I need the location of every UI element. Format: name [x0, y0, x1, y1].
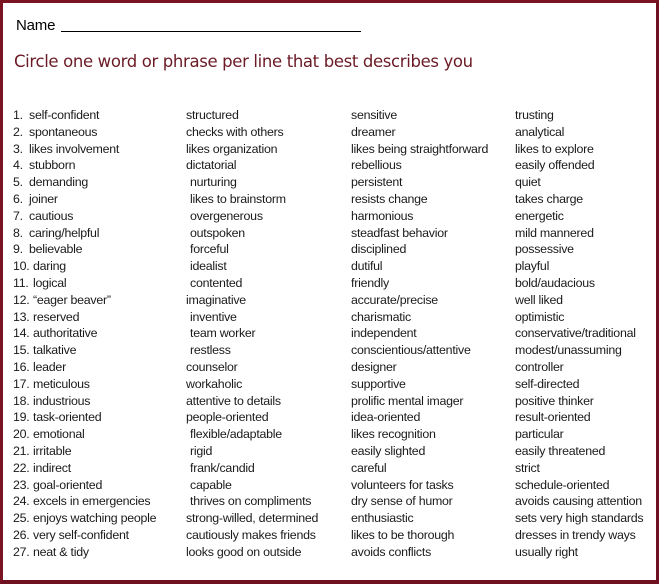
row-number: 18.: [13, 393, 30, 408]
word-option[interactable]: irritable: [33, 443, 72, 458]
table-row: [0, 275, 659, 292]
word-option[interactable]: likes to brainstorm: [190, 191, 286, 206]
row-number: 8.: [13, 225, 23, 240]
word-option[interactable]: likes involvement: [29, 141, 120, 156]
row-number: 23.: [13, 477, 30, 492]
row-number: 12.: [13, 292, 30, 307]
word-option[interactable]: emotional: [33, 427, 85, 442]
row-item-column-1: [13, 191, 58, 208]
row-number: 17.: [13, 376, 30, 391]
word-option[interactable]: sets very high standards: [515, 511, 644, 526]
word-option[interactable]: strict: [515, 460, 540, 475]
table-row: [0, 309, 659, 326]
instruction-heading: Circle one word or phrase per line that best describes you: [14, 52, 473, 71]
word-option[interactable]: designer: [351, 359, 397, 374]
word-option[interactable]: spontaneous: [29, 124, 98, 139]
row-item-column-1: [13, 225, 99, 242]
word-option[interactable]: easily offended: [515, 158, 595, 173]
word-option[interactable]: optimistic: [515, 309, 565, 324]
word-option[interactable]: counselor: [186, 359, 238, 374]
row-item-column-1: [13, 342, 76, 359]
row-number: 1.: [13, 108, 23, 122]
word-option[interactable]: nurturing: [190, 175, 237, 190]
table-row: [0, 157, 659, 174]
word-option[interactable]: task-oriented: [33, 410, 102, 425]
word-option[interactable]: dictatorial: [186, 158, 237, 173]
row-number: 16.: [13, 359, 30, 374]
row-item-column-1: [13, 527, 129, 544]
word-option[interactable]: well liked: [515, 292, 563, 307]
word-option[interactable]: reserved: [33, 309, 80, 324]
word-option[interactable]: modest/unassuming: [515, 343, 622, 358]
word-option[interactable]: goal-oriented: [33, 477, 103, 492]
table-row: [0, 191, 659, 208]
row-number: 22.: [13, 460, 30, 475]
word-option[interactable]: steadfast behavior: [351, 225, 448, 240]
table-row: [0, 141, 659, 158]
row-item-column-1: [13, 141, 119, 158]
row-number: 9.: [13, 242, 23, 257]
word-choice-table: [0, 107, 659, 561]
word-option[interactable]: thrives on compliments: [190, 494, 312, 509]
word-option[interactable]: talkative: [33, 343, 77, 358]
row-item-column-1: [13, 107, 99, 124]
table-row: [0, 409, 659, 426]
word-option[interactable]: rigid: [190, 443, 213, 458]
word-option[interactable]: self-directed: [515, 376, 580, 391]
table-row: [0, 426, 659, 443]
word-option[interactable]: dutiful: [351, 259, 383, 274]
word-option[interactable]: quiet: [515, 175, 541, 190]
table-row: [0, 292, 659, 309]
word-option[interactable]: outspoken: [190, 225, 245, 240]
table-row: [0, 376, 659, 393]
table-row: [0, 208, 659, 225]
table-row: [0, 477, 659, 494]
word-option[interactable]: rebellious: [351, 158, 402, 173]
word-option[interactable]: stubborn: [29, 158, 76, 173]
row-number: 15.: [13, 343, 30, 358]
row-item-column-1: [13, 460, 71, 477]
word-option[interactable]: easily threatened: [515, 443, 606, 458]
word-option[interactable]: independent: [351, 326, 417, 341]
word-option[interactable]: trusting: [515, 108, 554, 122]
word-option[interactable]: capable: [190, 477, 232, 492]
row-number: 13.: [13, 309, 30, 324]
row-number: 3.: [13, 141, 23, 156]
word-option[interactable]: checks with others: [186, 124, 284, 139]
row-number: 25.: [13, 511, 30, 526]
row-number: 11.: [13, 275, 29, 290]
word-option[interactable]: daring: [33, 259, 66, 274]
row-item-column-1: [13, 208, 73, 225]
row-item-column-1: [13, 241, 82, 258]
word-option[interactable]: mild mannered: [515, 225, 594, 240]
table-row: [0, 544, 659, 561]
row-item-column-1: [13, 493, 150, 510]
row-item-column-1: [13, 359, 66, 376]
row-number: 27.: [13, 544, 30, 559]
row-number: 10.: [13, 259, 30, 274]
word-option[interactable]: schedule-oriented: [515, 477, 610, 492]
word-option[interactable]: contented: [190, 275, 243, 290]
row-number: 4.: [13, 158, 23, 173]
table-row: [0, 359, 659, 376]
row-item-column-1: [13, 325, 97, 342]
word-option[interactable]: joiner: [29, 191, 58, 206]
word-option[interactable]: dresses in trendy ways: [515, 527, 636, 542]
word-option[interactable]: dry sense of humor: [351, 494, 453, 509]
word-option[interactable]: looks good on outside: [186, 544, 302, 559]
word-option[interactable]: dreamer: [351, 124, 396, 139]
row-item-column-1: [13, 309, 79, 326]
word-option[interactable]: restless: [190, 343, 231, 358]
word-option[interactable]: cautiously makes friends: [186, 527, 316, 542]
name-blank-line[interactable]: [61, 31, 361, 32]
word-option[interactable]: energetic: [515, 208, 564, 223]
table-row: [0, 241, 659, 258]
word-option[interactable]: indirect: [33, 460, 71, 475]
word-option[interactable]: result-oriented: [515, 410, 591, 425]
word-option[interactable]: very self-confident: [33, 527, 129, 542]
word-option[interactable]: authoritative: [33, 326, 98, 341]
name-label: Name: [16, 17, 56, 34]
word-option[interactable]: people-oriented: [186, 410, 269, 425]
word-option[interactable]: idea-oriented: [351, 410, 421, 425]
word-option[interactable]: strong-willed, determined: [186, 511, 319, 526]
row-number: 21.: [13, 443, 30, 458]
row-item-column-1: [13, 544, 89, 561]
word-option[interactable]: conscientious/attentive: [351, 343, 471, 358]
word-option[interactable]: cautious: [29, 208, 74, 223]
word-option[interactable]: likes organization: [186, 141, 278, 156]
word-option[interactable]: believable: [29, 242, 83, 257]
row-item-column-1: [13, 292, 111, 309]
row-number: 5.: [13, 175, 23, 190]
row-item-column-1: [13, 426, 84, 443]
word-option[interactable]: inventive: [190, 309, 237, 324]
word-option[interactable]: likes recognition: [351, 427, 436, 442]
word-option[interactable]: avoids causing attention: [515, 494, 642, 509]
word-option[interactable]: conservative/traditional: [515, 326, 636, 341]
word-option[interactable]: charismatic: [351, 309, 411, 324]
word-option[interactable]: harmonious: [351, 208, 414, 223]
word-option[interactable]: overgenerous: [190, 208, 263, 223]
table-row: [0, 258, 659, 275]
row-number: 19.: [13, 410, 30, 425]
word-option[interactable]: takes charge: [515, 191, 583, 206]
table-row: [0, 493, 659, 510]
word-option[interactable]: leader: [33, 359, 66, 374]
table-row: [0, 225, 659, 242]
word-option[interactable]: easily slighted: [351, 443, 426, 458]
word-option[interactable]: careful: [351, 460, 387, 475]
word-option[interactable]: caring/helpful: [29, 225, 100, 240]
word-option[interactable]: usually right: [515, 544, 578, 559]
row-number: 20.: [13, 427, 30, 442]
word-option[interactable]: controller: [515, 359, 564, 374]
word-option[interactable]: excels in emergencies: [33, 494, 151, 509]
word-option[interactable]: disciplined: [351, 242, 407, 257]
word-option[interactable]: accurate/precise: [351, 292, 438, 307]
table-row: [0, 342, 659, 359]
row-item-column-1: [13, 124, 97, 141]
word-option[interactable]: analytical: [515, 124, 565, 139]
word-option[interactable]: self-confident: [29, 108, 100, 122]
row-item-column-1: [13, 443, 71, 460]
table-row: [0, 527, 659, 544]
word-option[interactable]: positive thinker: [515, 393, 594, 408]
table-row: [0, 443, 659, 460]
word-option[interactable]: attentive to details: [186, 393, 281, 408]
word-option[interactable]: resists change: [351, 191, 428, 206]
word-option[interactable]: workaholic: [186, 376, 243, 391]
row-item-column-1: [13, 258, 66, 275]
word-option[interactable]: idealist: [190, 259, 227, 274]
row-item-column-1: [13, 477, 102, 494]
table-row: [0, 325, 659, 342]
word-option[interactable]: flexible/adaptable: [190, 427, 282, 442]
table-row: [0, 460, 659, 477]
row-item-column-1: [13, 174, 88, 191]
table-row: [0, 124, 659, 141]
word-option[interactable]: logical: [33, 275, 67, 290]
row-item-column-1: [13, 376, 90, 393]
word-option[interactable]: enthusiastic: [351, 511, 414, 526]
word-option[interactable]: particular: [515, 427, 564, 442]
row-number: 14.: [13, 326, 30, 341]
word-option[interactable]: industrious: [33, 393, 91, 408]
word-option[interactable]: avoids conflicts: [351, 544, 432, 559]
row-number: 24.: [13, 494, 30, 509]
row-number: 2.: [13, 124, 23, 139]
table-row: [0, 107, 659, 124]
word-option[interactable]: playful: [515, 259, 550, 274]
row-item-column-1: [13, 409, 101, 426]
word-option[interactable]: likes to explore: [515, 141, 594, 156]
word-option[interactable]: forceful: [190, 242, 229, 257]
word-option[interactable]: persistent: [351, 175, 403, 190]
word-option[interactable]: friendly: [351, 275, 389, 290]
word-option[interactable]: bold/audacious: [515, 275, 595, 290]
word-option[interactable]: possessive: [515, 242, 574, 257]
row-number: 26.: [13, 527, 30, 542]
word-option[interactable]: “eager beaver”: [33, 292, 111, 307]
name-field-row: [16, 17, 361, 34]
word-option[interactable]: prolific mental imager: [351, 393, 464, 408]
row-item-column-1: [13, 510, 156, 527]
word-option[interactable]: imaginative: [186, 292, 246, 307]
word-option[interactable]: team worker: [190, 326, 256, 341]
row-number: 6.: [13, 191, 23, 206]
row-number: 7.: [13, 208, 23, 223]
word-option[interactable]: neat & tidy: [33, 544, 89, 559]
word-option[interactable]: sensitive: [351, 108, 397, 122]
word-option[interactable]: likes to be thorough: [351, 527, 455, 542]
word-option[interactable]: frank/candid: [190, 460, 255, 475]
word-option[interactable]: structured: [186, 108, 239, 122]
table-row: [0, 510, 659, 527]
word-option[interactable]: supportive: [351, 376, 406, 391]
word-option[interactable]: demanding: [29, 175, 89, 190]
word-option[interactable]: meticulous: [33, 376, 90, 391]
table-row: [0, 393, 659, 410]
word-option[interactable]: likes being straightforward: [351, 141, 489, 156]
row-item-column-1: [13, 157, 75, 174]
word-option[interactable]: volunteers for tasks: [351, 477, 454, 492]
word-option[interactable]: enjoys watching people: [33, 511, 157, 526]
row-item-column-1: [13, 275, 66, 292]
table-row: [0, 174, 659, 191]
row-item-column-1: [13, 393, 90, 410]
